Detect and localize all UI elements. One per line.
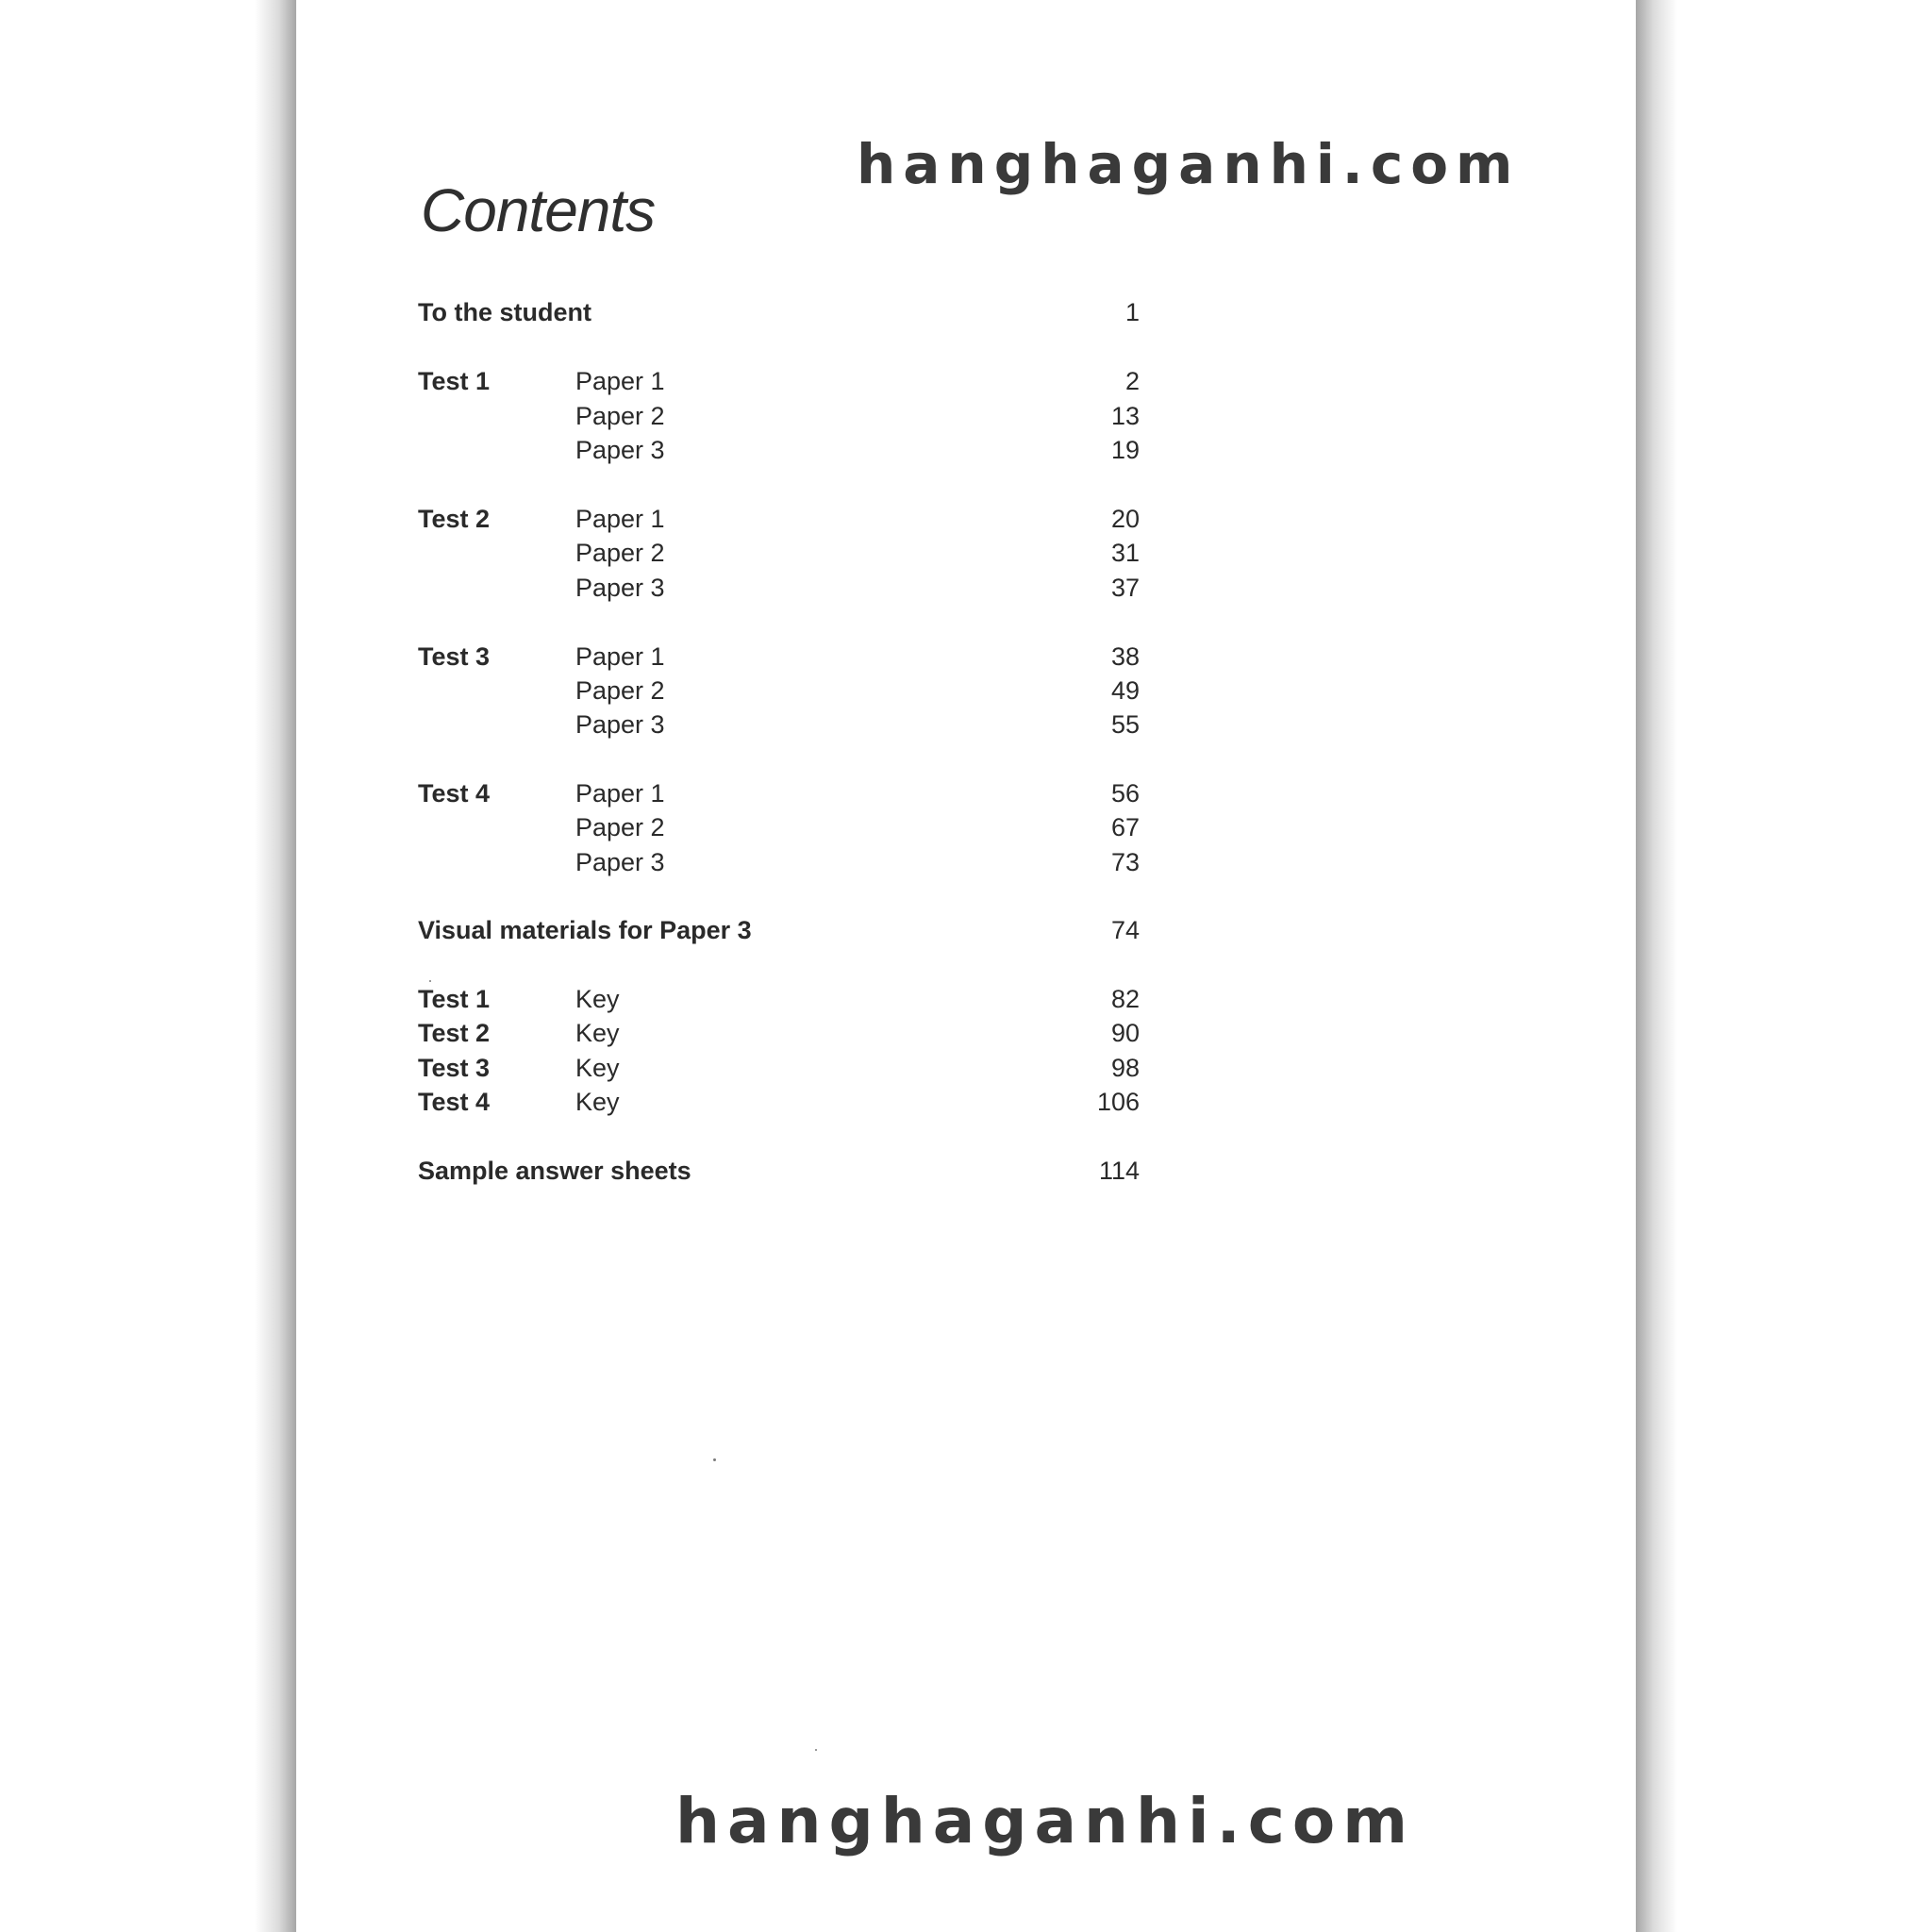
toc-section: Visual materials for Paper 3	[418, 916, 752, 944]
toc-row	[418, 298, 1140, 330]
toc-item: Paper 2	[575, 402, 665, 430]
toc-row	[418, 1054, 1140, 1086]
toc-row	[418, 539, 1140, 571]
page-title: Contents	[421, 176, 656, 244]
toc-page-number: 31	[1110, 539, 1140, 567]
toc-page-number: 38	[1110, 642, 1140, 671]
toc-page-number: 106	[1096, 1088, 1140, 1116]
toc-page-number: 67	[1110, 813, 1140, 841]
toc-page-number: 56	[1110, 779, 1140, 808]
toc-item: Paper 2	[575, 676, 665, 705]
toc-row	[418, 1157, 1140, 1189]
toc-row	[418, 779, 1140, 811]
watermark-top: hanghaganhi.com	[857, 132, 1521, 196]
toc-page-number: 20	[1110, 505, 1140, 533]
scan-speck	[713, 1458, 716, 1461]
toc-item: Paper 3	[575, 848, 665, 876]
toc-item: Paper 3	[575, 436, 665, 464]
toc-item: Paper 2	[575, 813, 665, 841]
toc-section: Test 1	[418, 367, 491, 395]
toc-row	[418, 1088, 1140, 1120]
toc-page-number: 2	[1124, 367, 1140, 395]
toc-item: Paper 1	[575, 779, 665, 808]
toc-row	[418, 676, 1140, 708]
toc-section: Test 4	[418, 779, 491, 808]
toc-row	[418, 642, 1140, 675]
toc-row	[418, 367, 1140, 399]
toc-row	[418, 402, 1140, 434]
toc-page-number: 82	[1110, 985, 1140, 1013]
toc-section: Test 3	[418, 642, 491, 671]
toc-row	[418, 436, 1140, 468]
toc-page-number: 74	[1110, 916, 1140, 944]
toc-page-number: 37	[1110, 574, 1140, 602]
toc-row	[418, 710, 1140, 742]
page-shadow-right	[1634, 0, 1677, 1932]
toc-row	[418, 848, 1140, 880]
toc-item: Paper 1	[575, 505, 665, 533]
toc-page-number: 55	[1110, 710, 1140, 739]
watermark-bottom: hanghaganhi.com	[675, 1785, 1415, 1857]
toc-item: Key	[575, 1019, 620, 1047]
book-page	[296, 0, 1636, 1932]
toc-section: Test 3	[418, 1054, 491, 1082]
toc-item: Paper 3	[575, 710, 665, 739]
toc-section: Test 4	[418, 1088, 491, 1116]
toc-page-number: 98	[1110, 1054, 1140, 1082]
scan-speck	[429, 980, 431, 982]
toc-page-number: 114	[1098, 1157, 1140, 1185]
toc-item: Key	[575, 1054, 620, 1082]
toc-page-number: 73	[1110, 848, 1140, 876]
toc-item: Paper 1	[575, 642, 665, 671]
toc-page-number: 13	[1110, 402, 1140, 430]
toc-item: Paper 3	[575, 574, 665, 602]
toc-row	[418, 1019, 1140, 1051]
toc-item: Key	[575, 1088, 620, 1116]
toc-row	[418, 985, 1140, 1017]
toc-section: To the student	[418, 298, 591, 326]
toc-section: Test 2	[418, 1019, 491, 1047]
toc-page-number: 19	[1110, 436, 1140, 464]
toc-row	[418, 505, 1140, 537]
toc-row	[418, 813, 1140, 845]
scan-speck	[815, 1749, 817, 1751]
toc-item: Paper 1	[575, 367, 665, 395]
toc-row	[418, 916, 1140, 948]
toc-row	[418, 574, 1140, 606]
toc-section: Test 1	[418, 985, 491, 1013]
toc-page-number: 49	[1110, 676, 1140, 705]
toc-section: Sample answer sheets	[418, 1157, 691, 1185]
toc-item: Key	[575, 985, 620, 1013]
page-shadow-left	[255, 0, 298, 1932]
toc-section: Test 2	[418, 505, 491, 533]
toc-item: Paper 2	[575, 539, 665, 567]
toc-page-number: 90	[1110, 1019, 1140, 1047]
toc-page-number: 1	[1124, 298, 1140, 326]
